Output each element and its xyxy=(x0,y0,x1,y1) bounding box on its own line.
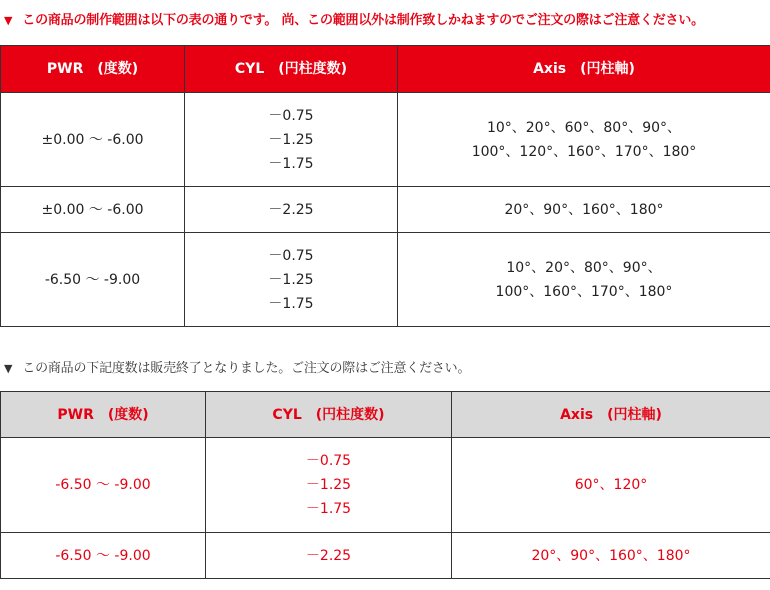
cyl-value: －2.25 xyxy=(305,547,352,564)
cyl-value: －1.25 xyxy=(268,271,314,288)
cyl-value: －1.75 xyxy=(268,295,314,312)
axis-cell xyxy=(398,233,770,327)
axis-cell xyxy=(452,438,770,533)
table-row xyxy=(1,187,770,233)
notice-text: この商品の下記度数は販売終了となりました。ご注文の際はご注意ください。 xyxy=(22,361,471,376)
cyl-cell xyxy=(185,187,398,233)
header-cyl: CYL (円柱度数) xyxy=(206,392,452,438)
axis-values: 100°、160°、170°、180° xyxy=(495,283,673,300)
cyl-value: －1.75 xyxy=(305,501,352,517)
axis-cell xyxy=(452,533,770,579)
notice-text: この商品の制作範囲は以下の表の通りです。 尚、この範囲以外は制作致しかねますのでご注文の際はご注意ください。 xyxy=(22,13,704,28)
header-axis: Axis (円柱軸) xyxy=(452,392,770,438)
axis-cell xyxy=(398,187,770,233)
axis-cell xyxy=(398,93,770,187)
cyl-value: －0.75 xyxy=(305,453,352,469)
table-header-row xyxy=(1,46,770,93)
axis-values: 100°、120°、160°、170°、180° xyxy=(471,143,697,160)
axis-values: 20°、90°、160°、180° xyxy=(531,547,691,564)
header-axis: Axis (円柱軸) xyxy=(398,46,770,93)
header-cyl: CYL (円柱度数) xyxy=(185,46,398,93)
cyl-cell xyxy=(206,438,452,533)
table-row xyxy=(1,233,770,327)
pwr-cell: -6.50 〜 -9.00 xyxy=(1,533,206,579)
cyl-cell xyxy=(185,233,398,327)
header-pwr: PWR (度数) xyxy=(1,46,185,93)
cyl-value: －2.25 xyxy=(268,201,314,218)
cyl-value: －1.25 xyxy=(268,131,314,148)
axis-values: 20°、90°、160°、180° xyxy=(504,201,664,218)
table-row xyxy=(1,438,770,533)
pwr-cell: -6.50 〜 -9.00 xyxy=(1,438,206,533)
triangle-down-icon: ▼ xyxy=(4,14,13,27)
pwr-cell: -6.50 〜 -9.00 xyxy=(1,233,185,327)
cyl-value: －0.75 xyxy=(268,247,314,264)
table-row xyxy=(1,533,770,579)
cyl-cell xyxy=(185,93,398,187)
cyl-value: －0.75 xyxy=(268,107,314,124)
cyl-cell xyxy=(206,533,452,579)
cyl-value: －1.25 xyxy=(305,477,352,493)
discontinued-notice xyxy=(4,357,470,376)
pwr-cell: ±0.00 〜 -6.00 xyxy=(1,187,185,233)
pwr-cell: ±0.00 〜 -6.00 xyxy=(1,93,185,187)
production-range-notice xyxy=(4,9,704,28)
discontinued-table xyxy=(0,391,770,579)
axis-values: 10°、20°、80°、90°、 xyxy=(506,259,662,276)
axis-values: 60°、120° xyxy=(574,477,648,493)
triangle-down-icon: ▼ xyxy=(4,362,13,375)
header-pwr: PWR (度数) xyxy=(1,392,206,438)
table-row xyxy=(1,93,770,187)
table-header-row xyxy=(1,392,770,438)
production-range-table xyxy=(0,45,770,327)
axis-values: 10°、20°、60°、80°、90°、 xyxy=(486,119,682,136)
cyl-value: －1.75 xyxy=(268,155,314,172)
